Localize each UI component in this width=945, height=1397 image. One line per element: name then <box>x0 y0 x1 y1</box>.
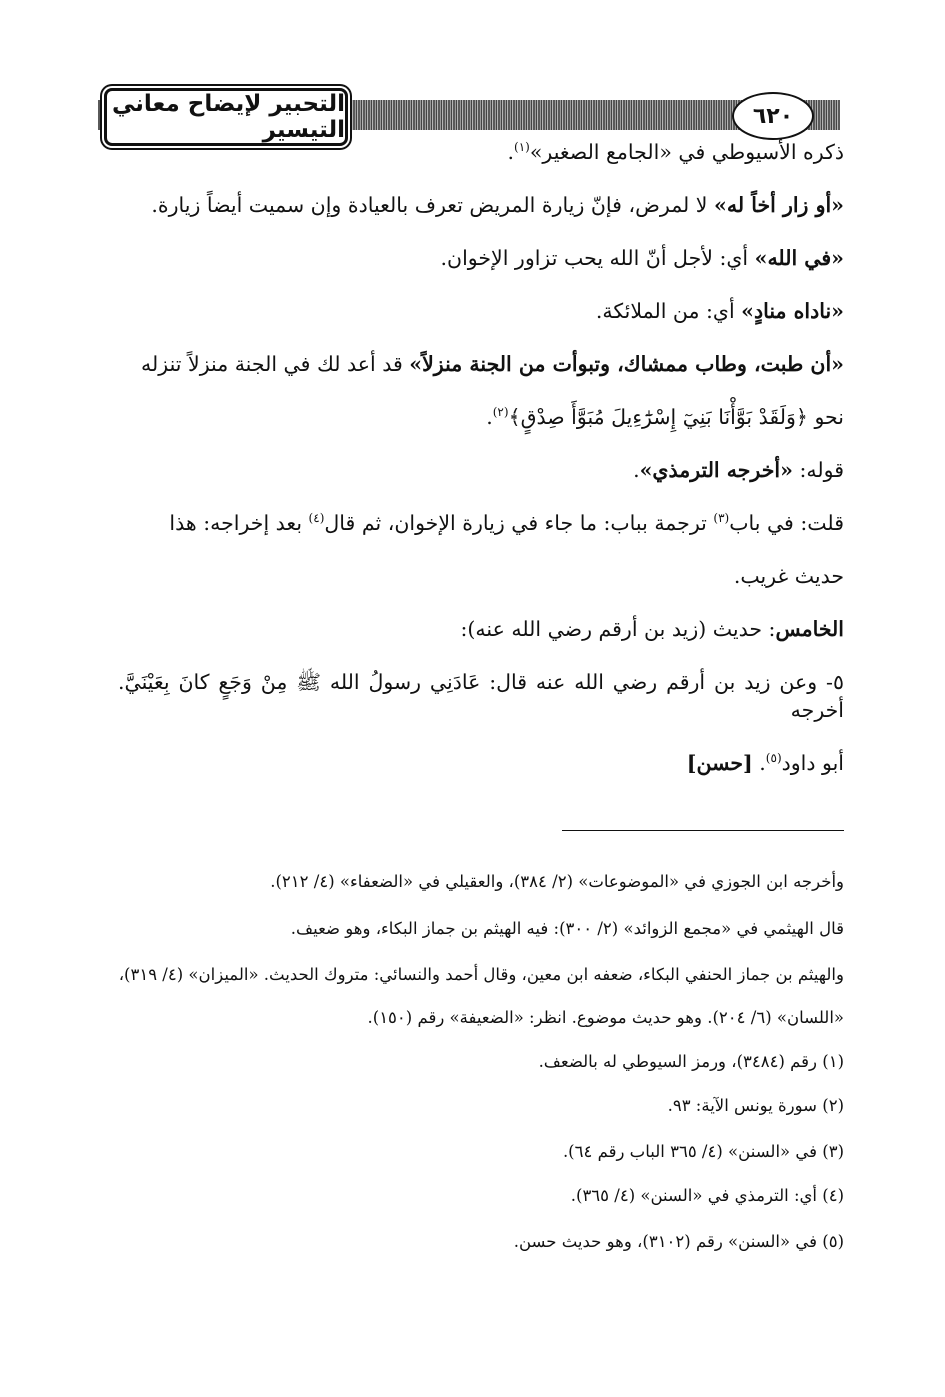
footnote-line: وأخرجه ابن الجوزي في «الموضوعات» (٢/ ٣٨٤)، والعقيلي في «الضعفاء» (٤/ ٢١٢). <box>270 872 844 891</box>
footnote-separator <box>562 830 844 831</box>
paragraph-12 <box>118 749 844 777</box>
footnote-ref: (٥) <box>765 751 782 766</box>
text: قلت: في باب <box>729 511 844 535</box>
footnote-4: (٤) أي: الترمذي في «السنن» (٤/ ٣٦٥). <box>570 1186 844 1205</box>
paragraph-3 <box>118 244 844 272</box>
footnote-5: (٥) في «السنن» رقم (٣١٠٢)، وهو حديث حسن. <box>513 1232 844 1251</box>
hadith-text: ٥- وعن زيد بن أرقم رضي الله عنه قال: عَادَنِي رسولُ الله ﷺ مِنْ وَجَعٍ كانَ بِعَيْنَيَّ. أخرجه <box>118 670 844 722</box>
text: : حديث (زيد بن أرقم رضي الله عنه): <box>460 617 776 641</box>
text: قوله: <box>792 458 844 482</box>
paragraph-5 <box>118 350 844 378</box>
paragraph-9 <box>118 562 844 590</box>
quran-verse: نحو ﴿وَلَقَدْ بَوَّأْنَا بَنِيٓ إِسْرَٰٓءِيلَ مُبَوَّأَ صِدْقٍ﴾ <box>508 405 844 429</box>
text: أبو داود <box>781 751 844 775</box>
text: قد أعد لك في الجنة منزلاً تنزله <box>141 352 410 376</box>
text: . <box>486 405 493 429</box>
page-number: ٦٢٠ <box>732 92 814 140</box>
footnote-ref: (٤) <box>308 511 325 526</box>
quote: «أو زار أخاً له» <box>714 193 844 217</box>
footnote-ref: (٢) <box>492 405 509 420</box>
text: . <box>633 458 640 482</box>
paragraph-1 <box>118 138 844 166</box>
footnote-ref: (١) <box>514 140 530 155</box>
paragraph-6 <box>118 403 844 431</box>
text: ذكره الأسيوطي في «الجامع الصغير» <box>529 140 844 164</box>
footnote-ref: (٣) <box>713 511 730 526</box>
paragraph-8 <box>118 509 844 537</box>
text: أي: لأجل أنّ الله يحب تزاور الإخوان. <box>440 246 755 270</box>
footnote-2: (٢) سورة يونس الآية: ٩٣. <box>667 1096 844 1115</box>
footnote-line: والهيثم بن جماز الحنفي البكاء، ضعفه ابن معين، وقال أحمد والنسائي: متروك الحديث. «الميزان» (٤/ ٣١٩)، <box>118 965 844 984</box>
grading: [حسن] <box>686 751 753 775</box>
text: لا لمرض، فإنّ زيارة المريض تعرف بالعيادة وإن سميت أيضاً زيارة. <box>151 193 715 217</box>
text: أي: من الملائكة. <box>595 299 742 323</box>
footnote-line: «اللسان» (٦/ ٢٠٤). وهو حديث موضوع. انظر: «الضعيفة» رقم (١٥٠). <box>367 1008 844 1027</box>
text: . <box>752 751 766 775</box>
quote: «أخرجه الترمذي» <box>639 458 793 482</box>
text: حديث غريب. <box>733 564 844 588</box>
quote: «في الله» <box>754 246 844 270</box>
footnote-1: (١) رقم (٣٤٨٤)، ورمز السيوطي له بالضعف. <box>538 1052 844 1071</box>
quote: «أن طبت، وطاب ممشاك، وتبوأت من الجنة منزلاً» <box>409 352 844 376</box>
quote: «ناداه منادٍ» <box>741 299 844 323</box>
text: ترجمة بباب: ما جاء في زيارة الإخوان، ثم قال <box>324 511 714 535</box>
footnote-3: (٣) في «السنن» (٤/ ٣٦٥ الباب رقم ٦٤). <box>562 1142 844 1161</box>
footnote-line: قال الهيثمي في «مجمع الزوائد» (٢/ ٣٠٠): فيه الهيثم بن جماز البكاء، وهو ضعيف. <box>290 919 844 938</box>
book-title: التحبير لإيضاح معاني التيسير <box>104 88 348 146</box>
paragraph-7 <box>118 456 844 484</box>
paragraph-2 <box>118 191 844 219</box>
paragraph-4 <box>118 297 844 325</box>
section-label: الخامس <box>775 617 844 641</box>
text: بعد إخراجه: هذا <box>169 511 309 535</box>
paragraph-10 <box>118 615 844 643</box>
main-text <box>118 138 844 777</box>
paragraph-11 <box>118 668 844 724</box>
text: . <box>507 140 515 164</box>
